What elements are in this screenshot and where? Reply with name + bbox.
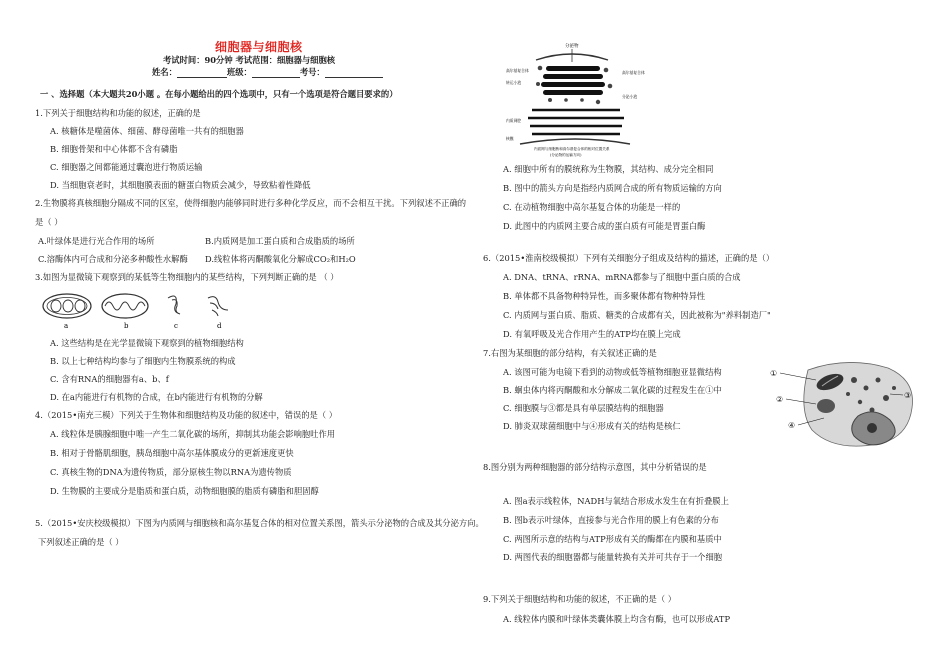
q7-stem: 7.右图为某细胞的部分结构，有关叙述正确的是 (483, 348, 657, 358)
q4-option-a: A. 线粒体是胰腺细胞中唯一产生二氧化碳的场所，抑制其功能会影响胞吐作用 (50, 429, 336, 439)
q1-option-b: B. 细胞骨架和中心体都不含有磷脂 (50, 144, 178, 154)
q3-option-a: A. 这些结构是在光学显微镜下观察到的植物细胞结构 (50, 338, 244, 348)
q9-stem: 9.下列关于细胞结构和功能的叙述，不正确的是（ ） (483, 594, 677, 604)
q8-option-d: D. 两图代表的细胞器都与能量转换有关并可共存于一个细胞 (503, 552, 723, 562)
organelle-c-icon (168, 296, 180, 314)
q2-stem-line1: 2.生物膜将真核细胞分隔成不同的区室，使得细胞内能够同时进行多种化学反应，而不会相互干扰。下列叙述不正确的 (35, 198, 467, 208)
q1-option-a: A. 核糖体是噬菌体、细菌、酵母菌唯一共有的细胞器 (50, 126, 244, 136)
page-title: 细胞器与细胞核 (215, 40, 303, 54)
q7-option-d: D. 肺炎双球菌细胞中与④形成有关的结构是核仁 (503, 421, 681, 431)
fig5-label-er: 内质网腔 (506, 118, 522, 123)
exam-info: 考试时间：90分钟 考试范围：细胞器与细胞核 (163, 55, 336, 65)
q1-option-d: D. 当细胞衰老时，其细胞膜表面的糖蛋白物质会减少，导致粘着性降低 (50, 180, 311, 190)
q6-option-a: A. DNA、tRNA、rRNA、mRNA都参与了细胞中蛋白质的合成 (503, 272, 741, 282)
q2-option-d: D.线粒体将丙酮酸氧化分解成CO₂和H₂O (205, 254, 356, 264)
q2-option-a: A.叶绿体是进行光合作用的场所 (38, 236, 155, 246)
q2-option-b: B.内质网是加工蛋白质和合成脂质的场所 (205, 236, 355, 246)
q3-label-a: a (64, 322, 69, 330)
class-field[interactable] (252, 68, 300, 78)
q4-option-c: C. 真核生物的DNA为遗传物质，部分原核生物以RNA为遗传物质 (50, 467, 292, 477)
name-field[interactable] (177, 68, 227, 78)
q5-option-a: A. 细胞中所有的膜统称为生物膜，其结构、成分完全相同 (503, 164, 714, 174)
q5-er-golgi-figure (506, 40, 650, 158)
fig5-nuclear-envelope (520, 139, 630, 144)
q8-option-a: A. 图a表示线粒体，NADH与氧结合形成水发生在有折叠膜上 (503, 496, 729, 506)
q3-option-d: D. 在a内能进行有机物的合成，在b内能进行有机物的分解 (50, 392, 263, 402)
fig5-caption-2: (分泌物的运输方向) (550, 153, 582, 157)
q3-option-c: C. 含有RNA的细胞器有a、b、f (50, 374, 169, 384)
class-label: 班级： (226, 67, 252, 77)
q7-option-c: C. 细胞膜与③都是具有单层膜结构的细胞器 (503, 403, 664, 413)
q5-option-c: C. 在动植物细胞中高尔基复合体的功能是一样的 (503, 202, 681, 212)
q5-stem-line1: 5.（2015•安庆校级模拟）下图为内质网与细胞核和高尔基复合体的相对位置关系图，箭头示分泌物的合成及其分泌方向。 (35, 518, 484, 528)
q1-option-c: C. 细胞器之间都能通过囊泡进行物质运输 (50, 162, 203, 172)
fig5-top-label: 分泌物 (565, 44, 579, 49)
q9-option-a: A. 线粒体内膜和叶绿体类囊体膜上均含有酶，也可以形成ATP (503, 614, 731, 624)
fig5-label-left-1: 高尔基复合体 (506, 68, 529, 73)
q5-option-d: D. 此图中的内质网主要合成的蛋白质有可能是胃蛋白酶 (503, 221, 706, 231)
q7-option-b: B. 蛔虫体内将丙酮酸和水分解成二氧化碳的过程发生在①中 (503, 385, 722, 395)
q5-option-b: B. 图中的箭头方向是指经内质网合成的所有物质运输的方向 (503, 183, 722, 193)
q4-stem: 4.（2015•南充三模）下列关于生物体和细胞结构及功能的叙述中，错误的是（ ） (35, 410, 338, 420)
fig7-organelle-2 (817, 399, 835, 413)
q6-option-d: D. 有氧呼吸及光合作用产生的ATP均在膜上完成 (503, 329, 681, 339)
q2-stem-line2: 是（ ） (35, 217, 63, 227)
fig5-golgi-stack (541, 66, 605, 95)
fig5-label-nucleus: 核膜 (506, 136, 514, 141)
q6-option-b: B. 单体都不具备物种特异性，而多聚体都有物种特异性 (503, 291, 706, 301)
fig5-label-right-1: 高尔基复合体 (622, 70, 645, 75)
student-info-line (152, 66, 383, 78)
q3-stem: 3.如图为显微镜下观察到的某低等生物细胞内的某些结构，下列判断正确的是 （ ） (35, 272, 339, 282)
number-label: 考号： (299, 67, 325, 77)
q8-option-c: C. 两图所示意的结构与ATP形成有关的酶都在内膜和基质中 (503, 534, 722, 544)
q8-stem: 8.图分别为两种细胞器的部分结构示意图，其中分析错误的是 (483, 462, 707, 472)
fig5-label-right-2: 分泌小泡 (622, 94, 638, 99)
fig5-label-left-2: 转运小泡 (506, 80, 522, 85)
number-field[interactable] (325, 68, 383, 78)
fig5-er-cisternae (528, 110, 624, 134)
fig7-label-3: ③ (904, 391, 912, 400)
q3-label-c: c (174, 322, 178, 330)
section-heading: 一 、选择题（本大题共20小题 。在每小题给出的四个选项中，只有一个选项是符合题目要求的） (40, 89, 398, 99)
q4-option-d: D. 生物膜的主要成分是脂质和蛋白质，动物细胞膜的脂质有磷脂和胆固醇 (50, 486, 319, 496)
q4-option-b: B. 相对于骨骼肌细胞，胰岛细胞中高尔基体膜成分的更新速度更快 (50, 448, 294, 458)
q2-option-c: C.溶酶体内可合成和分泌多种酸性水解酶 (38, 254, 188, 264)
q1-stem: 1.下列关于细胞结构和功能的叙述，正确的是 (35, 108, 201, 118)
q7-option-a: A. 该图可能为电镜下看到的动物或低等植物细胞亚显微结构 (503, 367, 722, 377)
q3-organelle-figure (40, 290, 270, 332)
fig7-nucleolus (867, 423, 877, 433)
organelle-d-icon (208, 297, 228, 316)
q3-label-b: b (124, 322, 129, 330)
q3-option-b: B. 以上七种结构均参与了细胞内生物膜系统的构成 (50, 356, 236, 366)
organelle-b-icon (102, 294, 148, 318)
name-label: 姓名： (152, 67, 177, 77)
q8-option-b: B. 图b表示叶绿体，直接参与光合作用的膜上有色素的分布 (503, 515, 719, 525)
mitochondrion-a-icon (43, 294, 91, 318)
fig7-label-1: ① (770, 369, 778, 378)
fig7-label-2: ② (776, 395, 784, 404)
fig5-caption-1: 内质网与细胞核和高尔基复合体的相对位置关系 (534, 147, 610, 151)
q7-cell-figure (768, 358, 918, 448)
q6-stem: 6.（2015•淮南校级模拟）下列有关细胞分子组成及结构的描述，正确的是（） (483, 253, 775, 263)
q3-label-d: d (217, 322, 222, 330)
q5-stem-line2: 下列叙述正确的是（ ） (38, 537, 124, 547)
fig7-label-4: ④ (788, 421, 796, 430)
q6-option-c: C. 内质网与蛋白质、脂质、糖类的合成都有关，因此被称为"养料制造厂" (503, 310, 771, 320)
